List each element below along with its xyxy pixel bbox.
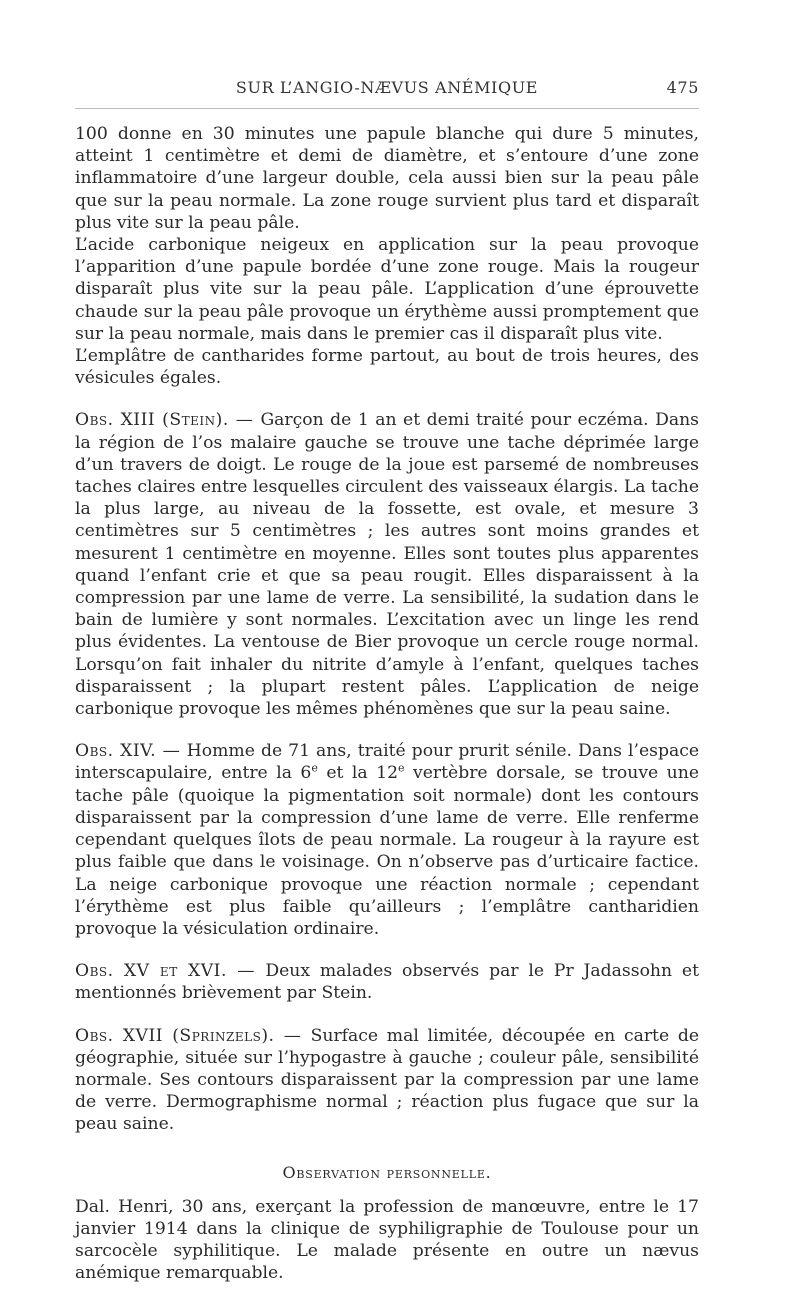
- running-title: SUR L’ANGIO-NÆVUS ANÉMIQUE: [235, 78, 539, 97]
- paragraph-carbonic-acid: L’acide carbonique neigeux en application sur la peau provoque l’apparition d’une papule bordée d’une zone rouge. Mais la rougeur disparaît plus vite sur la peau pâle. L’application d’une éprouvette chaude sur la peau pâle provoque un érythème aussi promptement que sur la peau normale, mais dans le premier cas il disparaît plus vite.: [75, 235, 699, 344]
- observation-17: [75, 1025, 699, 1136]
- observation-14-text-c: vertèbre dorsale, se trouve une tache pâle (quoique la pigmentation soit normale) dont les contours disparaissent par la compression d’une lame de verre. Elle renferme cependant quelques îlots de peau normale. La rougeur à la rayure est plus faible que dans le voisinage. On n’observe pas d’urticaire factice. La neige carbonique provoque une réaction normale ; cependant l’érythème est plus faible qu’ailleurs ; l’emplâtre cantharidien provoque la vésiculation ordinaire.: [75, 763, 699, 939]
- header-rule: [75, 108, 699, 109]
- spacer: [75, 940, 699, 960]
- observation-13: [75, 409, 699, 720]
- paragraph-continuation: 100 donne en 30 minutes une papule blanche qui dure 5 minutes, atteint 1 centimètre et demi de diamètre, et s’entoure d’une zone inflammatoire d’une largeur double, cela aussi bien sur la peau pâle que sur la peau normale. La zone rouge survient plus tard et disparaît plus vite sur la peau pâle.: [75, 124, 699, 233]
- spacer: [75, 1136, 699, 1162]
- paragraph-cantharides: L’emplâtre de cantharides forme partout, au bout de trois heures, des vésicules égales.: [75, 346, 699, 389]
- section-title: Observation personnelle.: [282, 1162, 492, 1182]
- page-number: 475: [666, 78, 699, 97]
- running-head: [75, 78, 699, 102]
- observation-17-label: Obs. XVII (Sprinzels). —: [75, 1025, 311, 1046]
- observation-14-label: Obs. XIV. —: [75, 741, 187, 762]
- superscript: e: [398, 761, 405, 775]
- spacer: [75, 1184, 699, 1196]
- page: [75, 78, 699, 1284]
- observation-14-text-b: et la 12: [317, 763, 399, 784]
- superscript: e: [311, 761, 318, 775]
- spacer: [75, 720, 699, 740]
- personal-observation: Dal. Henri, 30 ans, exerçant la profession de manœuvre, entre le 17 janvier 1914 dans la clinique de syphiligraphie de Toulouse pour un sarcocèle syphilitique. Le malade présente en outre un nævus anémique remarquable.: [75, 1196, 699, 1284]
- observation-13-text: Garçon de 1 an et demi traité pour eczéma. Dans la région de l’os malaire gauche se trouve une tache déprimée large d’un travers de doigt. Le rouge de la joue est parsemé de nombreuses taches claires entre lesquelles circulent des vaisseaux élargis. La tache la plus large, au niveau de la fossette, est ovale, et mesure 3 centimètres sur 5 centimètres ; les autres sont moins grandes et mesurent 1 centimètre en moyenne. Elles sont toutes plus apparentes quand l’enfant crie et que sa peau rougit. Elles disparaissent à la compression par une lame de verre. La sensibilité, la sudation dans le bain de lumière y sont normales. L’excitation avec un linge les rend plus évidentes. La ventouse de Bier provoque un cercle rouge normal. Lorsqu’on fait inhaler du nitrite d’amyle à l’enfant, quelques taches disparaissent ; la plupart restent pâles. L’application de neige carbonique provoque les mêmes phénomènes que sur la peau saine.: [75, 410, 699, 720]
- observation-15-text: Deux malades observés par le Pr Jadassohn et mentionnés brièvement par Stein.: [75, 961, 699, 1004]
- observation-15-label: Obs. XV et XVI. —: [75, 961, 266, 982]
- observation-17-text: Surface mal limitée, découpée en carte de géographie, située sur l’hypogastre à gauche ; couleur pâle, sensibilité normale. Ses contours disparaissent par la compression par une lame de verre. Dermographisme normal ; réaction plus fugace que sur la peau saine.: [75, 1025, 700, 1135]
- spacer: [75, 389, 699, 409]
- spacer: [75, 1005, 699, 1025]
- observation-14: [75, 740, 699, 940]
- observation-13-label: Obs. XIII (Stein). —: [75, 410, 261, 431]
- observation-15-16: [75, 960, 699, 1004]
- observation-14-text-a: Homme de 71 ans, traité pour prurit sénile. Dans l’espace interscapulaire, entre la 6: [75, 741, 699, 784]
